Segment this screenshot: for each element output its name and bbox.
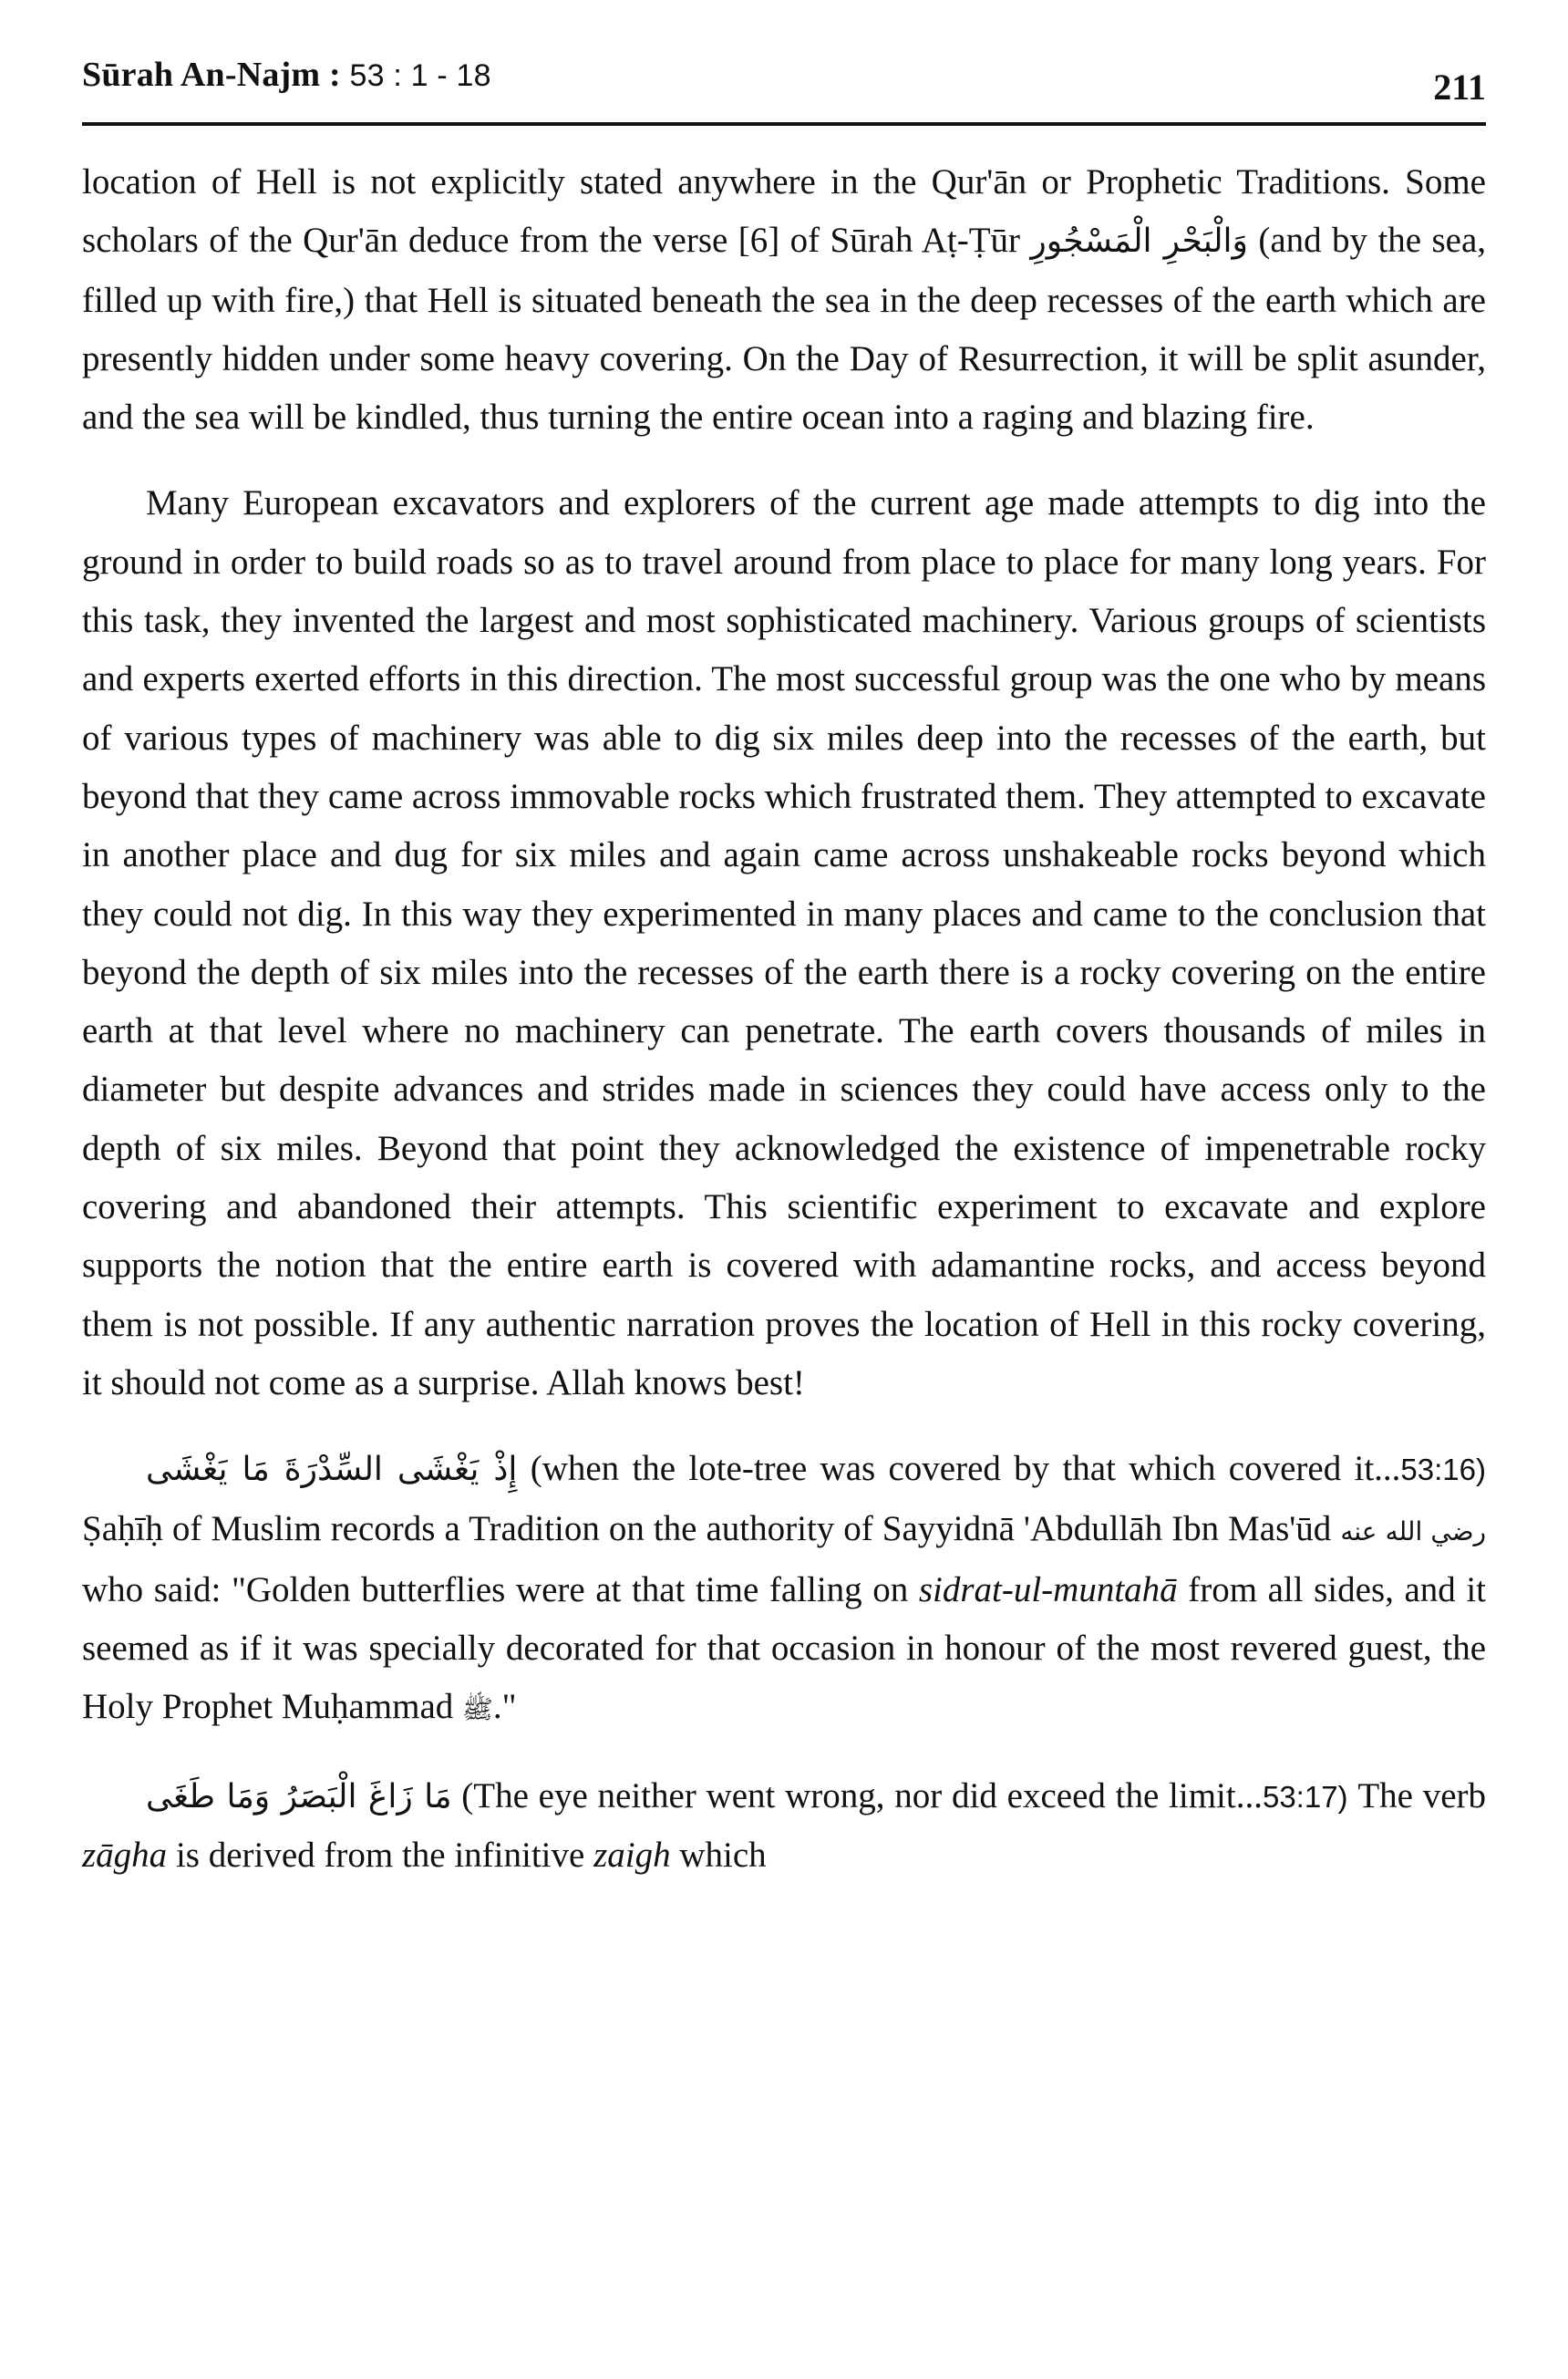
book-page bbox=[82, 0, 1486, 2379]
arabic-verse: مَا زَاغَ الْبَصَرُ وَمَا طَغَى bbox=[146, 1777, 452, 1815]
verse-range: 53 : 1 - 18 bbox=[340, 58, 491, 93]
paragraph-text: (The eye neither went wrong, nor did exceed the limit... bbox=[461, 1775, 1263, 1815]
paragraph-text: who said: "Golden butterflies were at that time falling on bbox=[82, 1569, 909, 1609]
italic-term: sidrat-ul-muntahā bbox=[918, 1569, 1178, 1609]
header-divider bbox=[82, 122, 1486, 126]
paragraph-hell-location bbox=[82, 153, 1486, 447]
arabic-verse: وَالْبَحْرِ الْمَسْجُورِ bbox=[1030, 222, 1248, 261]
running-header bbox=[82, 46, 1486, 109]
paragraph-text: which bbox=[679, 1835, 767, 1875]
paragraph-text: is derived from the infinitive bbox=[175, 1835, 585, 1875]
paragraph-text: from all sides, and it seemed as if it was specially decorated for that occasion in honour of the most revered guest, the Holy Prophet Muḥammad bbox=[82, 1569, 1486, 1727]
main-text bbox=[82, 153, 1486, 1912]
verse-reference: 53:16) bbox=[1400, 1453, 1486, 1487]
paragraph-lote-tree bbox=[82, 1440, 1486, 1739]
paragraph-text: (when the lote-tree was covered by that which covered it... bbox=[530, 1449, 1401, 1489]
surah-title bbox=[82, 55, 491, 95]
honorific-glyph: رضي الله عنه bbox=[1340, 1515, 1487, 1546]
arabic-verse: إِذْ يَغْشَى السِّدْرَةَ مَا يَغْشَى bbox=[146, 1451, 518, 1489]
paragraph-text: (and by the sea, filled up with fire,) that Hell is situated beneath the sea in the deep recesses of the earth which are presently hidden under some heavy covering. On the Day of Resurrection, it will be split asunder, and the sea will be kindled, thus turning the entire ocean into a raging and blazing fire. bbox=[82, 221, 1487, 438]
italic-term: zaigh bbox=[593, 1835, 671, 1875]
salutation-glyph: ﷺ bbox=[462, 1694, 493, 1725]
paragraph-excavation bbox=[82, 474, 1486, 1412]
paragraph-text: location of Hell is not explicitly stated anywhere in the Qur'ān or Prophetic Traditions. Some scholars of the Qur'ān deduce from the verse [6] of Sūrah Aṭ-Ṭūr bbox=[82, 162, 1486, 261]
surah-name: Sūrah An-Najm : bbox=[82, 56, 341, 94]
paragraph-text: Many European excavators and explorers of the current age made attempts to dig into the ground in order to build roads so as to travel around from place to place for many long years. For this task, they invented the largest and most sophisticated machinery. Various groups of scientists and experts exerted efforts in this direction. The most successful group was the one who by means of various types of machinery was able to dig six miles deep into the recesses of the earth, but beyond that they came across immovable rocks which frustrated them. They attempted to excavate in another place and dug for six miles and again came across unshakeable rocks beyond which they could not dig. In this way they experimented in many places and came to the conclusion that beyond the depth of six miles into the recesses of the earth there is a rocky covering on the entire earth at that level where no machinery can penetrate. The earth covers thousands of miles in diameter but despite advances and strides made in sciences they could have access only to the depth of six miles. Beyond that point they acknowledged the existence of impenetrable rocky covering and abandoned their attempts. This scientific experiment to excavate and explore supports the notion that the entire earth is covered with adamantine rocks, and access beyond them is not possible. If any authentic narration proves the location of Hell in this rocky covering, it should not come as a surprise. Allah knows best! bbox=[82, 483, 1486, 1402]
paragraph-text: Ṣaḥīḥ of Muslim records a Tradition on the authority of Sayyidnā 'Abdullāh Ibn Mas'ūd bbox=[82, 1508, 1332, 1548]
paragraph-text: The verb bbox=[1357, 1775, 1487, 1815]
italic-term: zāgha bbox=[82, 1835, 168, 1875]
paragraph-text: ." bbox=[492, 1687, 517, 1727]
paragraph-eye bbox=[82, 1767, 1486, 1886]
verse-reference: 53:17) bbox=[1262, 1779, 1348, 1814]
page-number: 211 bbox=[1433, 67, 1486, 108]
